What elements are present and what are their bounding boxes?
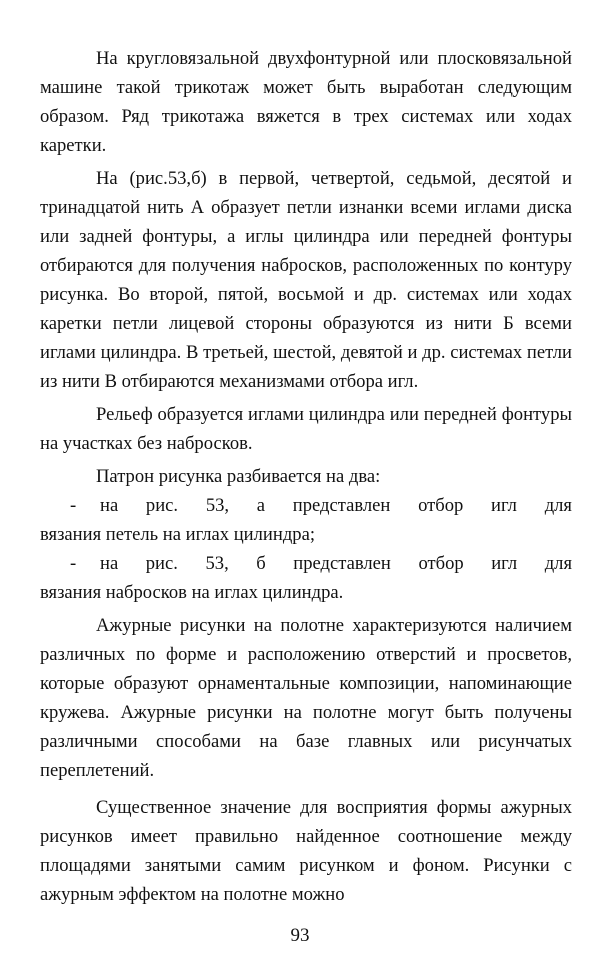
paragraph-pattern-split: Патрон рисунка разбивается на два:: [96, 466, 381, 487]
paragraph-relief: Рельеф образуется иглами цилиндра или передней фонтуры на участках без набросков.: [40, 404, 572, 454]
list-item-first-line: на рис. 53, а представлен отбор игл для: [100, 495, 572, 516]
list-item-continuation: вязания петель на иглах цилиндра;: [40, 524, 315, 545]
list-item-first-line: на рис. 53, б представлен отбор игл для: [100, 553, 572, 574]
paragraph-openwork: Ажурные рисунки на полотне характеризуются наличием различных по форме и расположению отверстий и просветов, которые образуют орнаментальные композиции, напоминающие кружева. Ажурные рисунки на полотне могут быть получены различными способами на базе главных или рисунчатых переплетений.: [40, 615, 572, 781]
page-number: 93: [290, 925, 310, 946]
list-item-continuation: вязания набросков на иглах цилиндра.: [40, 582, 344, 603]
body-text: [40, 44, 572, 909]
paragraph-systems: На (рис.53,б) в первой, четвертой, седьмой, десятой и тринадцатой нить А образует петли изнанки всеми иглами диска или задней фонтуры, а иглы цилиндра или передней фонтуры отбираются для получения набросков, расположенных по контуру рисунка. Во второй, пятой, восьмой и др. системах или ходах каретки петли лицевой стороны образуются из нити Б всеми иглами цилиндра. В третьей, шестой, девятой и др. системах петли из нити В отбираются механизмами отбора игл.: [40, 168, 572, 392]
list-dash: -: [70, 495, 77, 516]
paragraph-knitting-machine: На кругловязальной двухфонтурной или плосковязальной машине такой трикотаж может быть выработан следующим образом. Ряд трикотажа вяжется в трех системах или ходах каретки.: [40, 48, 572, 156]
paragraph-proportion: Существенное значение для восприятия формы ажурных рисунков имеет правильно найденное соотношение между площадями занятыми самим рисунком и фоном. Рисунки с ажурным эффектом на полотне можно: [40, 797, 572, 905]
list-item: [40, 549, 572, 607]
list-item: [40, 491, 572, 549]
list-dash: -: [70, 553, 77, 574]
